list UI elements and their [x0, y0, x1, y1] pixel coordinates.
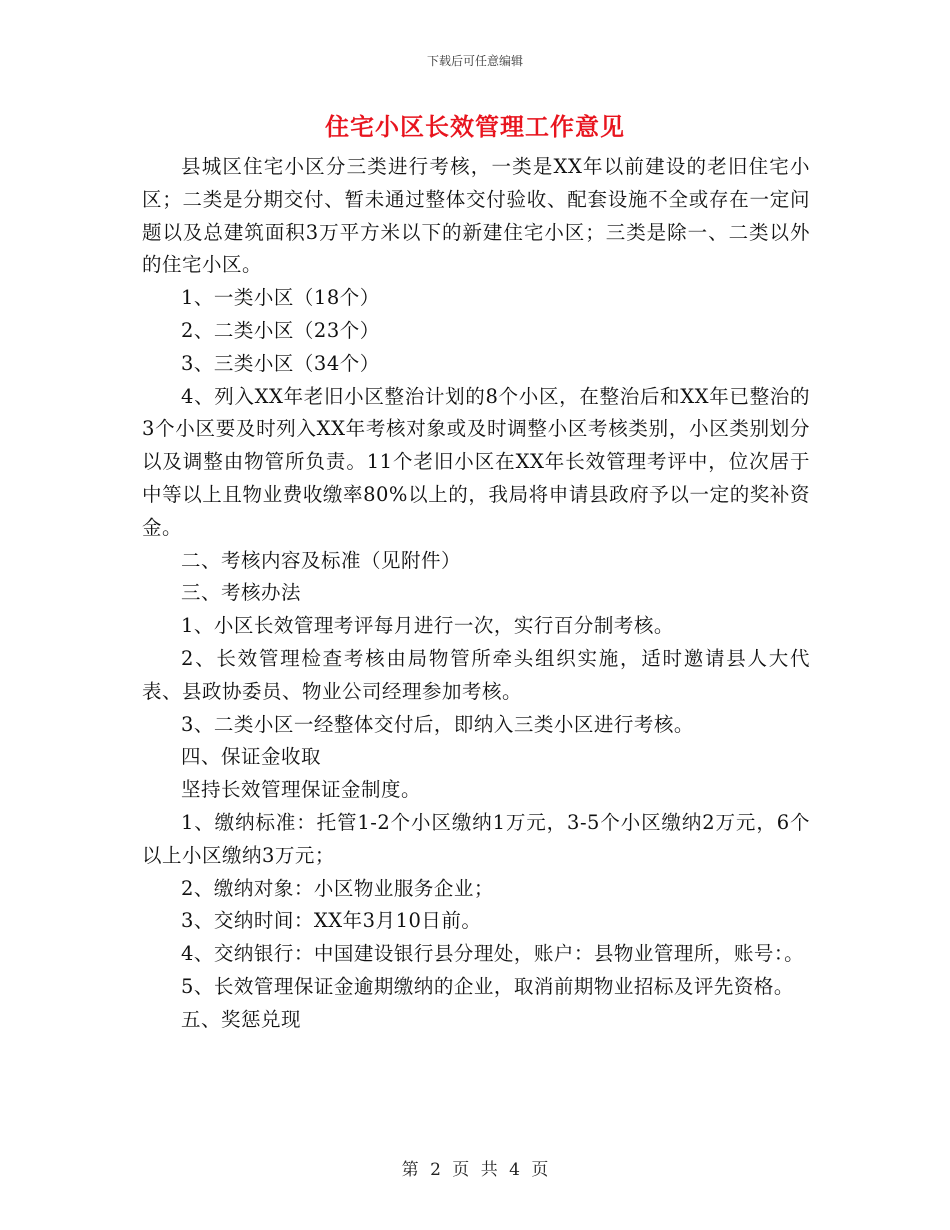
document-title: 住宅小区长效管理工作意见 [325, 112, 625, 141]
deposit-item-3: 3、交纳时间：XX年3月10日前。 [181, 909, 482, 933]
list-item-category-2: 2、二类小区（23个） [181, 318, 380, 342]
deposit-item-5: 5、长效管理保证金逾期缴纳的企业，取消前期物业招标及评先资格。 [181, 974, 794, 998]
section-heading-5: 五、奖惩兑现 [181, 1007, 302, 1031]
section-heading-2: 二、考核内容及标准（见附件） [181, 548, 462, 572]
deposit-item-4: 4、交纳银行：中国建设银行县分理处，账户：县物业管理所，账号：。 [181, 942, 805, 966]
section-heading-3: 三、考核办法 [181, 581, 302, 605]
list-item-category-1: 1、一类小区（18个） [181, 286, 380, 310]
document-body [142, 151, 810, 1037]
method-item-2: 2、长效管理检查考核由局物管所牵头组织实施，适时邀请县人大代表、县政协委员、物业公司经理参加考核。 [142, 646, 810, 703]
page-header: 下载后可任意编辑 [426, 54, 523, 68]
deposit-item-2: 2、缴纳对象：小区物业服务企业； [181, 876, 494, 900]
method-item-3: 3、二类小区一经整体交付后，即纳入三类小区进行考核。 [181, 712, 694, 736]
page-footer: 第 2 页 共 4 页 [401, 1160, 549, 1180]
deposit-item-1: 1、缴纳标准：托管1-2个小区缴纳1万元，3-5个小区缴纳2万元，6个以上小区缴纳3万元； [142, 810, 810, 867]
list-item-category-3: 3、三类小区（34个） [181, 351, 380, 375]
method-item-1: 1、小区长效管理考评每月进行一次，实行百分制考核。 [181, 614, 674, 638]
section-heading-4: 四、保证金收取 [181, 745, 322, 769]
deposit-intro: 坚持长效管理保证金制度。 [181, 778, 422, 802]
paragraph-intro: 县城区住宅小区分三类进行考核，一类是XX年以前建设的老旧住宅小区；二类是分期交付、暂未通过整体交付验收、配套设施不全或存在一定问题以及总建筑面积3万平方米以下的新建住宅小区；三类是除一、二类以外的住宅小区。 [142, 155, 810, 277]
list-item-category-4: 4、列入XX年老旧小区整治计划的8个小区，在整治后和XX年已整治的3个小区要及时列入XX年考核对象或及时调整小区考核类别，小区类别划分以及调整由物管所负责。11个老旧小区在XX年长效管理考评中，位次居于中等以上且物业费收缴率80%以上的，我局将申请县政府予以一定的奖补资金。 [142, 384, 810, 539]
